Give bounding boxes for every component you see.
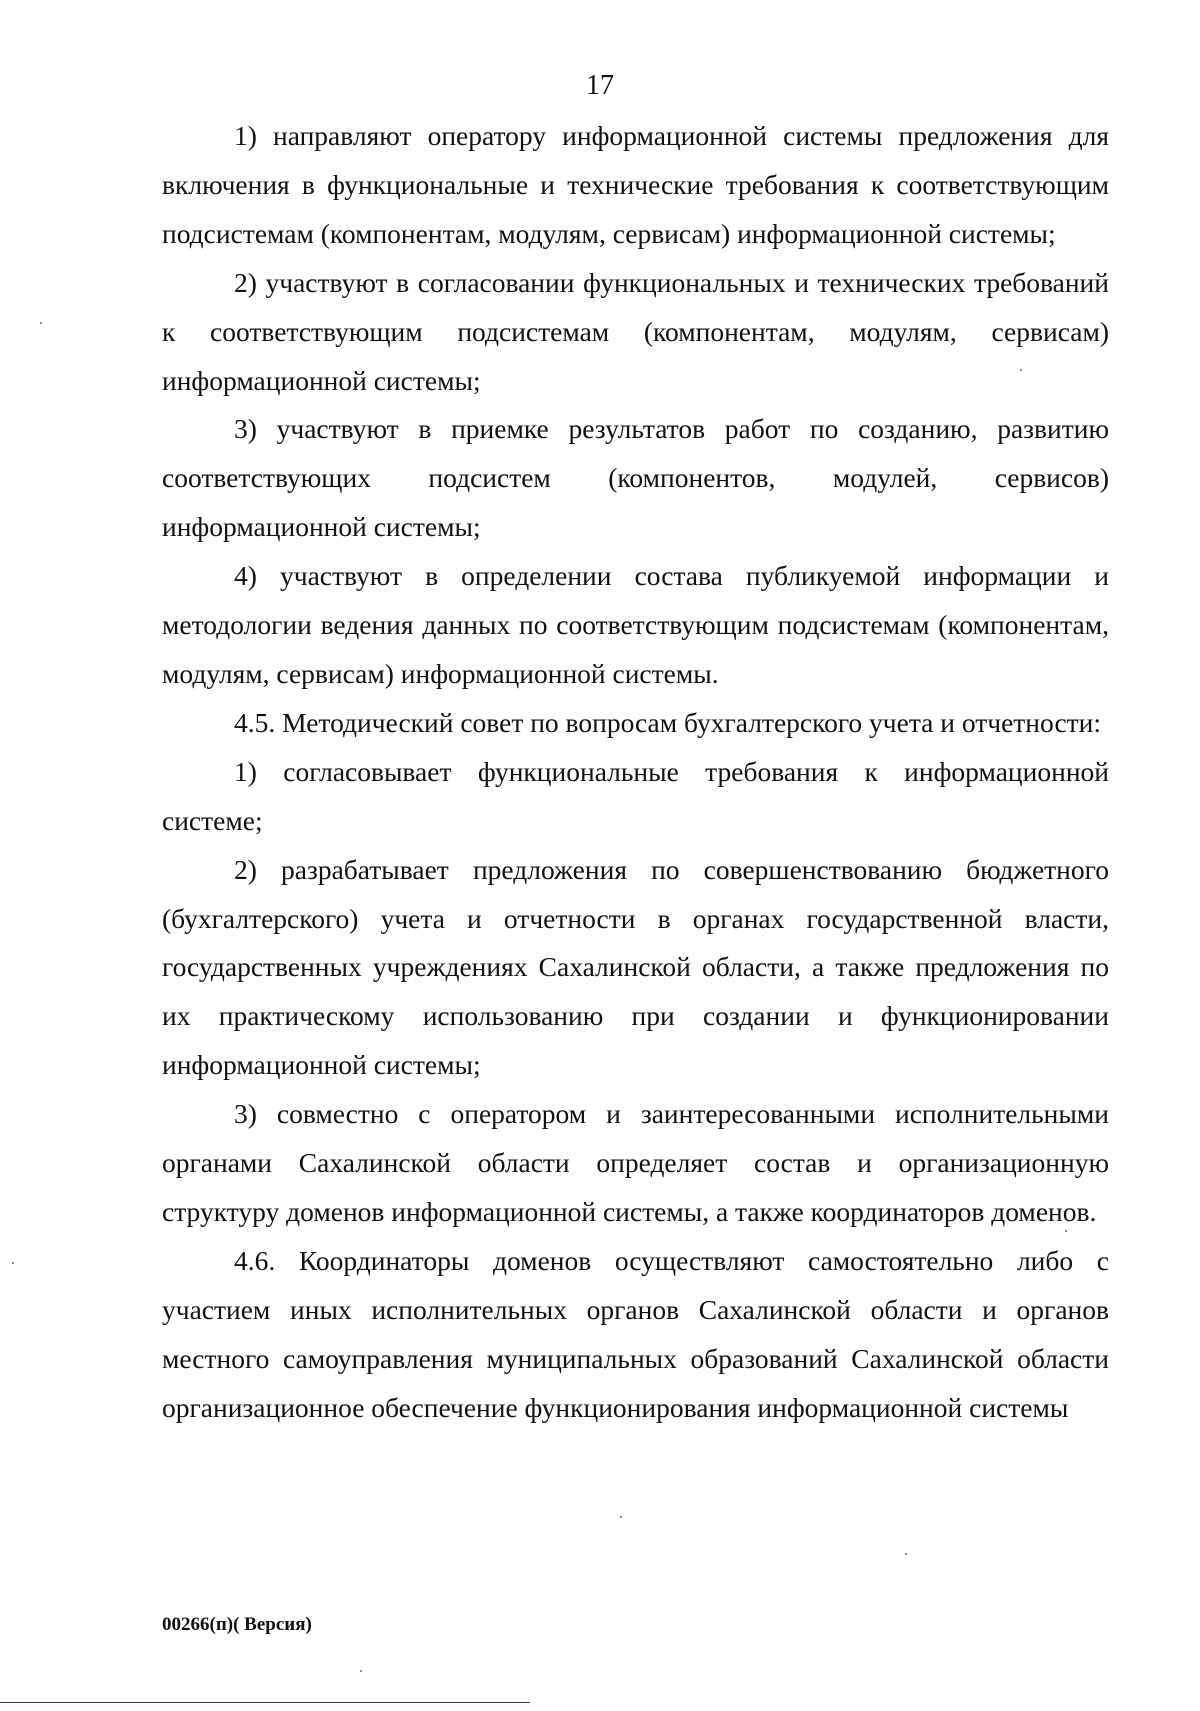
paragraph-section-4-5: 4.5. Методический совет по вопросам бухгалтерского учета и отчетности: [234,706,1102,738]
scan-speck [1020,369,1022,371]
page-number: 17 [586,70,614,101]
scan-speck [40,322,42,324]
bottom-rule-divider [0,1702,530,1703]
paragraph-item-4-5-3: 3) совместно с оператором и заинтересованными исполнительными органами Сахалинской области определяет состав и организационную структуру доменов информационной системы, а также координаторов доменов. [162,1098,1109,1227]
scan-speck [620,1516,622,1518]
scan-speck [12,1262,14,1264]
scan-speck [1065,1230,1067,1232]
document-footer-code: 00266(п)( Версия) [162,1614,312,1635]
paragraph-section-4-6: 4.6. Координаторы доменов осуществляют самостоятельно либо с участием иных исполнительных органов Сахалинской области и органов местного самоуправления муниципальных образований Сахалинской области организационное обеспечение функционирования информационной системы [162,1244,1109,1423]
document-body [162,112,1109,1432]
scan-speck [360,1670,362,1672]
paragraph-item-4-5-2: 2) разрабатывает предложения по совершенствованию бюджетного (бухгалтерского) учета и отчетности в органах государственной власти, государственных учреждениях Сахалинской области, а также предложения по их практическому использованию при создании и функционировании информационной системы; [162,853,1109,1081]
paragraph-item-4-5-1: 1) согласовывает функциональные требования к информационной системе; [162,755,1109,836]
scan-speck [905,1553,907,1555]
paragraph-item-1: 1) направляют оператору информационной системы предложения для включения в функциональные и технические требования к соответствующим подсистемам (компонентам, модулям, сервисам) информационной системы; [162,120,1109,249]
paragraph-item-3: 3) участвуют в приемке результатов работ по созданию, развитию соответствующих подсистем (компонентов, модулей, сервисов) информационной системы; [162,413,1109,543]
paragraph-item-2: 2) участвуют в согласовании функциональных и технических требований к соответствующим подсистемам (компонентам, модулям, сервисам) информационной системы; [162,266,1109,396]
paragraph-item-4: 4) участвуют в определении состава публикуемой информации и методологии ведения данных по соответствующим подсистемам (компонентам, модулям, сервисам) информационной системы. [162,560,1109,689]
